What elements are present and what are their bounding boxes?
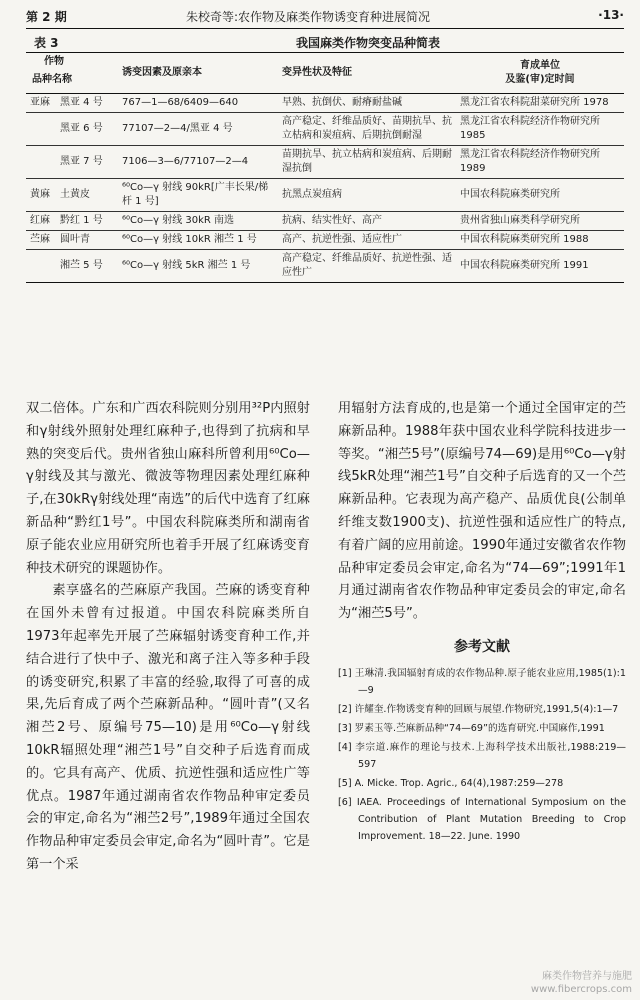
references-heading: 参考文献 [454,638,510,655]
crop-name: 苎麻 [30,234,50,245]
factor-cell: ⁶⁰Co—γ 射线 30kR 南选 [118,212,278,231]
table-row [26,146,624,179]
header-traits: 变异性状及特征 [278,53,456,94]
reference-item: [1] 王琳清.我国辐射育成的农作物品种.原子能农业应用,1985(1):1—9 [338,667,626,696]
factor-cell: 77107—2—4/黑亚 4 号 [118,113,278,146]
table-row [26,250,624,283]
reference-item: [5] A. Micke. Trop. Agric., 64(4),1987:259—278 [338,777,564,789]
traits-cell: 抗病、结实性好、高产 [278,212,456,231]
references-list [338,665,626,845]
header-rule [26,28,624,29]
crop-variety-cell [26,212,118,231]
variety-name: 土黄皮 [60,189,90,200]
crop-name: 红麻 [30,215,50,226]
traits-cell: 高产稳定、纤维品质好、苗期抗旱、抗立枯病和炭疽病、后期抗倒耐湿 [278,113,456,146]
watermark-line2: www.fibercrops.com [530,984,632,995]
traits-cell: 高产稳定、纤维品质好、抗逆性强、适应性广 [278,250,456,283]
factor-cell: 767—1—68/6409—640 [118,94,278,113]
unit-cell: 黑龙江省农科院甜菜研究所 1978 [456,94,624,113]
reference-item: [6] IAEA. Proceedings of International Symposium on the Contribution of Plant Mutation Breeding to Crop Improvement. 18—22. June. 1990 [338,796,626,842]
factor-cell: 7106—3—6/77107—2—4 [118,146,278,179]
body-left-column [26,398,310,877]
traits-cell: 抗黑点炭疽病 [278,179,456,212]
header-crop-variety [26,53,118,94]
factor-cell: ⁶⁰Co—γ 射线 5kR 湘苎 1 号 [118,250,278,283]
variety-name: 黑亚 7 号 [60,156,103,167]
crop-name: 黄麻 [30,189,50,200]
unit-cell: 黑龙江省农科院经济作物研究所 1989 [456,146,624,179]
traits-cell: 高产、抗逆性强、适应性广 [278,231,456,250]
crop-variety-cell [26,179,118,212]
factor-cell: ⁶⁰Co—γ 射线 10kR 湘苎 1 号 [118,231,278,250]
variety-name: 黑亚 4 号 [60,97,103,108]
table-header-row [26,53,624,94]
crop-variety-cell [26,231,118,250]
table-row [26,94,624,113]
running-header [26,6,624,26]
unit-cell: 中国农科院麻类研究所 [456,179,624,212]
crop-variety-cell [26,146,118,179]
site-watermark [531,970,632,996]
crop-name: 亚麻 [30,97,50,108]
header-crop: 作物 [44,56,64,67]
crop-variety-cell [26,94,118,113]
header-unit-bottom: 及鉴(审)定时间 [505,74,575,85]
header-unit [456,53,624,94]
reference-item: [3] 罗素玉等.苎麻新品种“74—69”的选育研究.中国麻作,1991 [338,722,605,734]
page-number: ·13· [598,8,624,22]
crop-variety-cell [26,113,118,146]
table-row [26,179,624,212]
watermark-line1: 麻类作物营养与施肥 [542,971,632,982]
mutant-varieties-table [26,52,624,283]
paragraph: 素享盛名的苎麻原产我国。苎麻的诱变育种在国外未曾有过报道。中国农科院麻类所自1973年起率先开展了苎麻辐射诱变育种工作,并结合进行了快中子、激光和离子注入等多种手段的诱变研究,积累了丰富的经验,取得了可喜的成果,先后育成了两个苎麻新品种。“圆叶青”(又名湘苎2号、原编号75—10)是用⁶⁰Co—γ射线10kR辐照处理“湘苎1号”自交种子后选育而成的。它具有高产、优质、抗逆性强和适应性广等优点。1987年通过湖南省农作物品种审定委员会的审定,命名为“湘苎2号”,1989年通过全国农作物品种审定委员会审定,命名为“圆叶青”。它是第一个采 [26,583,310,872]
unit-cell: 中国农科院麻类研究所 1991 [456,250,624,283]
body-right-column [338,398,626,847]
reference-item: [4] 李宗道.麻作的理论与技术.上海科学技术出版社,1988:219—597 [338,741,626,770]
reference-item: [2] 许耀奎.作物诱变育种的回顾与展望.作物研究,1991,5(4):1—7 [338,703,619,715]
table-row [26,212,624,231]
header-variety: 品种名称 [32,74,72,85]
running-title: 朱校奇等:农作物及麻类作物诱变育种进展简况 [186,10,431,24]
crop-variety-cell [26,250,118,283]
variety-name: 湘苎 5 号 [60,260,103,271]
variety-name: 黔红 1 号 [60,215,103,226]
unit-cell: 中国农科院麻类研究所 1988 [456,231,624,250]
header-unit-top: 育成单位 [520,60,560,71]
paragraph: 双二倍体。广东和广西农科院则分别用³²P内照射和γ射线外照射处理红麻种子,也得到了抗病和早熟的突变后代。贵州省独山麻科所曾利用⁶⁰Co—γ射线及其与激光、微波等物理因素处理红麻种子,在30kRγ射线处理“南选”的后代中选育了红麻新品种“黔红1号”。中国农科院麻类所和湖南省原子能农业应用研究所也着手开展了红麻诱变育种技术研究的课题协作。 [26,401,310,576]
table-title: 我国麻类作物突变品种简表 [296,36,441,50]
factor-cell: ⁶⁰Co—γ 射线 90kR[广丰长果/梯杆 1 号] [118,179,278,212]
traits-cell: 苗期抗旱、抗立枯病和炭疽病、后期耐湿抗倒 [278,146,456,179]
unit-cell: 黑龙江省农科院经济作物研究所 1985 [456,113,624,146]
paragraph: 用辐射方法育成的,也是第一个通过全国审定的苎麻新品种。1988年获中国农业科学院科技进步一等奖。“湘苎5号”(原编号74—69)是用⁶⁰Co—γ射线5kR处理“湘苎1号”自交种子后选育的又一个苎麻新品种。它表现为高产稳产、品质优良(公制单纤维支数1900支)、抗逆性强和适应性广的特点,有着广阔的应用前途。1990年通过安徽省农作物品种审定委员会审定,命名为“74—69”;1991年1月通过湖南省农作物品种审定委员会的审定,命名为“湘苎5号”。 [338,401,626,622]
table-row [26,113,624,146]
table-row [26,231,624,250]
unit-cell: 贵州省独山麻类科学研究所 [456,212,624,231]
variety-name: 黑亚 6 号 [60,123,103,134]
table-number: 表 3 [34,36,59,50]
variety-name: 圆叶青 [60,234,90,245]
traits-cell: 早熟、抗倒伏、耐瘠耐盐碱 [278,94,456,113]
issue-number: 第 2 期 [26,10,67,24]
header-factor: 诱变因素及原亲本 [118,53,278,94]
